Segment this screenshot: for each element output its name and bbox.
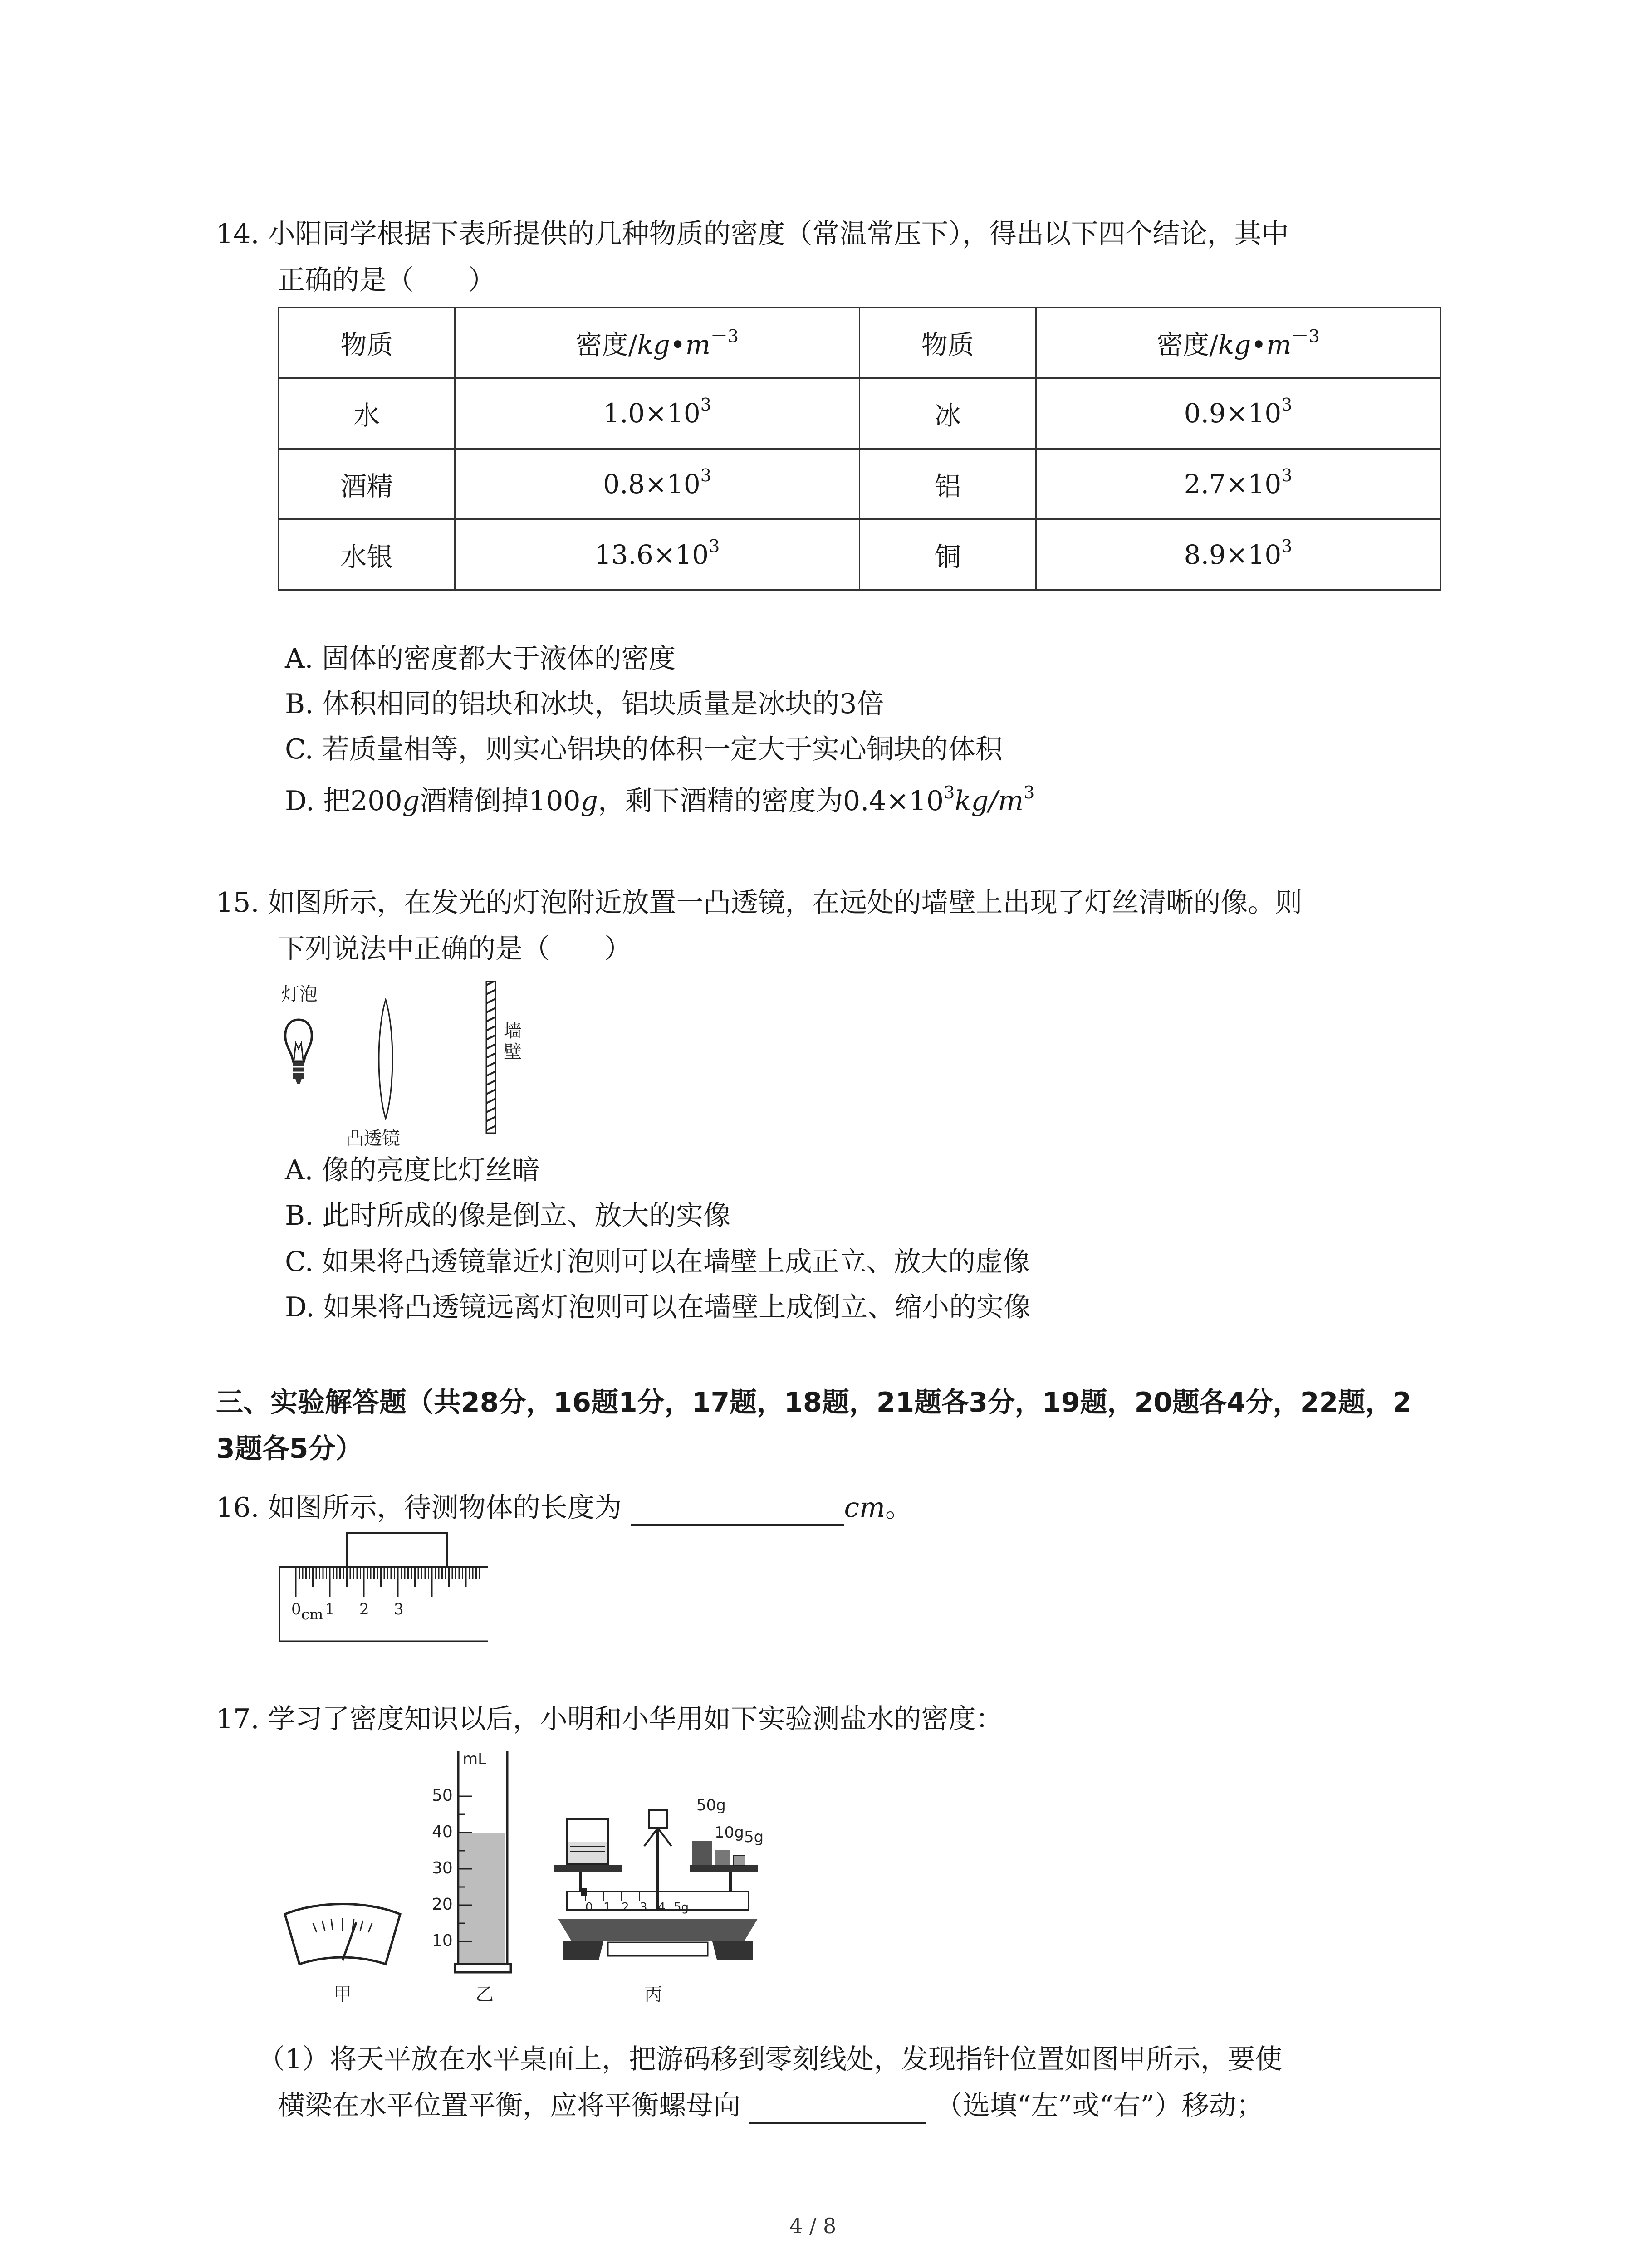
- table-cell: 水: [279, 378, 455, 449]
- ruler-shape: [278, 1565, 489, 1642]
- q15-option-b[interactable]: B. 此时所成的像是倒立、放大的实像: [285, 1200, 731, 1232]
- table-cell: $2.7\times 10^3$: [1036, 449, 1440, 519]
- ruler-label-0: 0: [291, 1600, 301, 1618]
- beam-tick-3: 3: [640, 1901, 647, 1914]
- ruler-label-3: 3: [394, 1600, 404, 1618]
- beam-tick-2: 2: [622, 1901, 629, 1914]
- q15-stem-line1: 15. 如图所示，在发光的灯泡附近放置一凸透镜，在远处的墙壁上出现了灯丝清晰的像。则: [216, 887, 1303, 919]
- cylinder-tick-10: 10: [432, 1931, 453, 1950]
- table-header-row: [279, 308, 1440, 378]
- q17-part1-line2: 横梁在水平位置平衡，应将平衡螺母向 （选填“左”或“右”）移动；: [278, 2087, 1264, 2124]
- table-cell: $8.9\times 10^3$: [1036, 519, 1440, 590]
- cylinder-unit-label: mL: [463, 1750, 487, 1768]
- table-cell: 冰: [859, 378, 1036, 449]
- ruler-label-2: 2: [359, 1600, 369, 1618]
- table-row: [279, 519, 1440, 590]
- beam-tick-1: 1: [603, 1901, 611, 1914]
- table-row: [279, 378, 1440, 449]
- q15-option-a[interactable]: A. 像的亮度比灯丝暗: [285, 1154, 540, 1186]
- q14-option-a[interactable]: A. 固体的密度都大于液体的密度: [285, 643, 676, 675]
- figure-label-yi: 乙: [475, 1984, 494, 2005]
- q16-answer-blank[interactable]: [631, 1496, 844, 1526]
- wall-label: 墙壁: [504, 1021, 522, 1062]
- table-header-cell: 物质: [279, 308, 455, 378]
- cylinder-tick-30: 30: [432, 1859, 453, 1877]
- density-table: [278, 307, 1441, 591]
- section-heading-line2: 3题各5分）: [216, 1433, 363, 1465]
- beam-tick-5g: 5g: [674, 1901, 689, 1914]
- table-cell: 铝: [859, 449, 1036, 519]
- graduated-cylinder: [454, 1751, 513, 1978]
- ruler-label-cm: cm: [301, 1606, 323, 1623]
- ruler-label-1: 1: [325, 1600, 335, 1618]
- ruler-figure: [278, 1532, 491, 1646]
- beam-tick-0: 0: [585, 1901, 593, 1914]
- q15-option-c[interactable]: C. 如果将凸透镜靠近灯泡则可以在墙壁上成正立、放大的虚像: [285, 1246, 1030, 1278]
- beam-tick-4: 4: [658, 1901, 666, 1914]
- cylinder-tick-20: 20: [432, 1895, 453, 1914]
- weight-10g: 10g: [715, 1823, 744, 1842]
- table-cell: $0.9\times 10^3$: [1036, 378, 1440, 449]
- figure-label-jia: 甲: [333, 1984, 352, 2005]
- table-row: [279, 449, 1440, 519]
- lens-figure: [272, 980, 526, 1149]
- wall-shape: [485, 981, 496, 1134]
- table-cell: $0.8\times 10^3$: [455, 449, 859, 519]
- q17-figures: [272, 1751, 862, 2023]
- table-cell: 水银: [279, 519, 455, 590]
- cylinder-tick-40: 40: [432, 1823, 453, 1841]
- balance-scale: [554, 1792, 771, 1973]
- table-cell: 酒精: [279, 449, 455, 519]
- table-header-cell: 物质: [859, 308, 1036, 378]
- cylinder-tick-50: 50: [432, 1786, 453, 1805]
- measured-object: [346, 1532, 448, 1567]
- section-heading-line1: 三、实验解答题（共28分，16题1分，17题，18题，21题各3分，19题，20题各4分，22题，2: [216, 1387, 1411, 1418]
- figure-label-bing: 丙: [644, 1984, 662, 2005]
- q14-stem-line2: 正确的是（ ）: [278, 264, 495, 296]
- q15-stem-line2: 下列说法中正确的是（ ）: [278, 933, 632, 965]
- table-cell: $13.6\times 10^3$: [455, 519, 859, 590]
- q16-stem: 16. 如图所示，待测物体的长度为 cm。: [216, 1490, 912, 1526]
- page-number: 4 / 8: [789, 2214, 837, 2238]
- weight-50g: 50g: [696, 1796, 726, 1814]
- q14-option-b[interactable]: B. 体积相同的铝块和冰块，铝块质量是冰块的3倍: [285, 688, 884, 720]
- q15-option-d[interactable]: D. 如果将凸透镜远离灯泡则可以在墙壁上成倒立、缩小的实像: [285, 1291, 1031, 1323]
- q17-stem: 17. 学习了密度知识以后，小明和小华用如下实验测盐水的密度：: [216, 1703, 1003, 1735]
- table-cell: 铜: [859, 519, 1036, 590]
- q14-stem-line1: 14. 小阳同学根据下表所提供的几种物质的密度（常温常压下），得出以下四个结论，其中: [216, 218, 1289, 250]
- bulb-icon: [280, 1016, 317, 1089]
- convex-lens-shape: [372, 998, 399, 1120]
- q17-part1-line1: （1）将天平放在水平桌面上，把游码移到零刻线处，发现指针位置如图甲所示，要使: [258, 2043, 1283, 2075]
- pointer-dial-icon: [281, 1901, 404, 1969]
- table-cell: $1.0\times 10^3$: [455, 378, 859, 449]
- table-header-cell: 密度$/kg•m^{-3}$: [1036, 308, 1440, 378]
- q17-answer-blank[interactable]: [749, 2094, 926, 2124]
- q14-option-c[interactable]: C. 若质量相等，则实心铝块的体积一定大于实心铜块的体积: [285, 733, 1003, 765]
- lens-label: 凸透镜: [346, 1128, 400, 1149]
- table-header-cell: 密度$/kg•m^{-3}$: [455, 308, 859, 378]
- weight-5g: 5g: [744, 1828, 764, 1846]
- bulb-label: 灯泡: [281, 984, 318, 1005]
- q14-option-d[interactable]: D. 把200g酒精倒掉100g，剩下酒精的密度为$0.4\times 10^3kg/m^3$: [285, 782, 1035, 817]
